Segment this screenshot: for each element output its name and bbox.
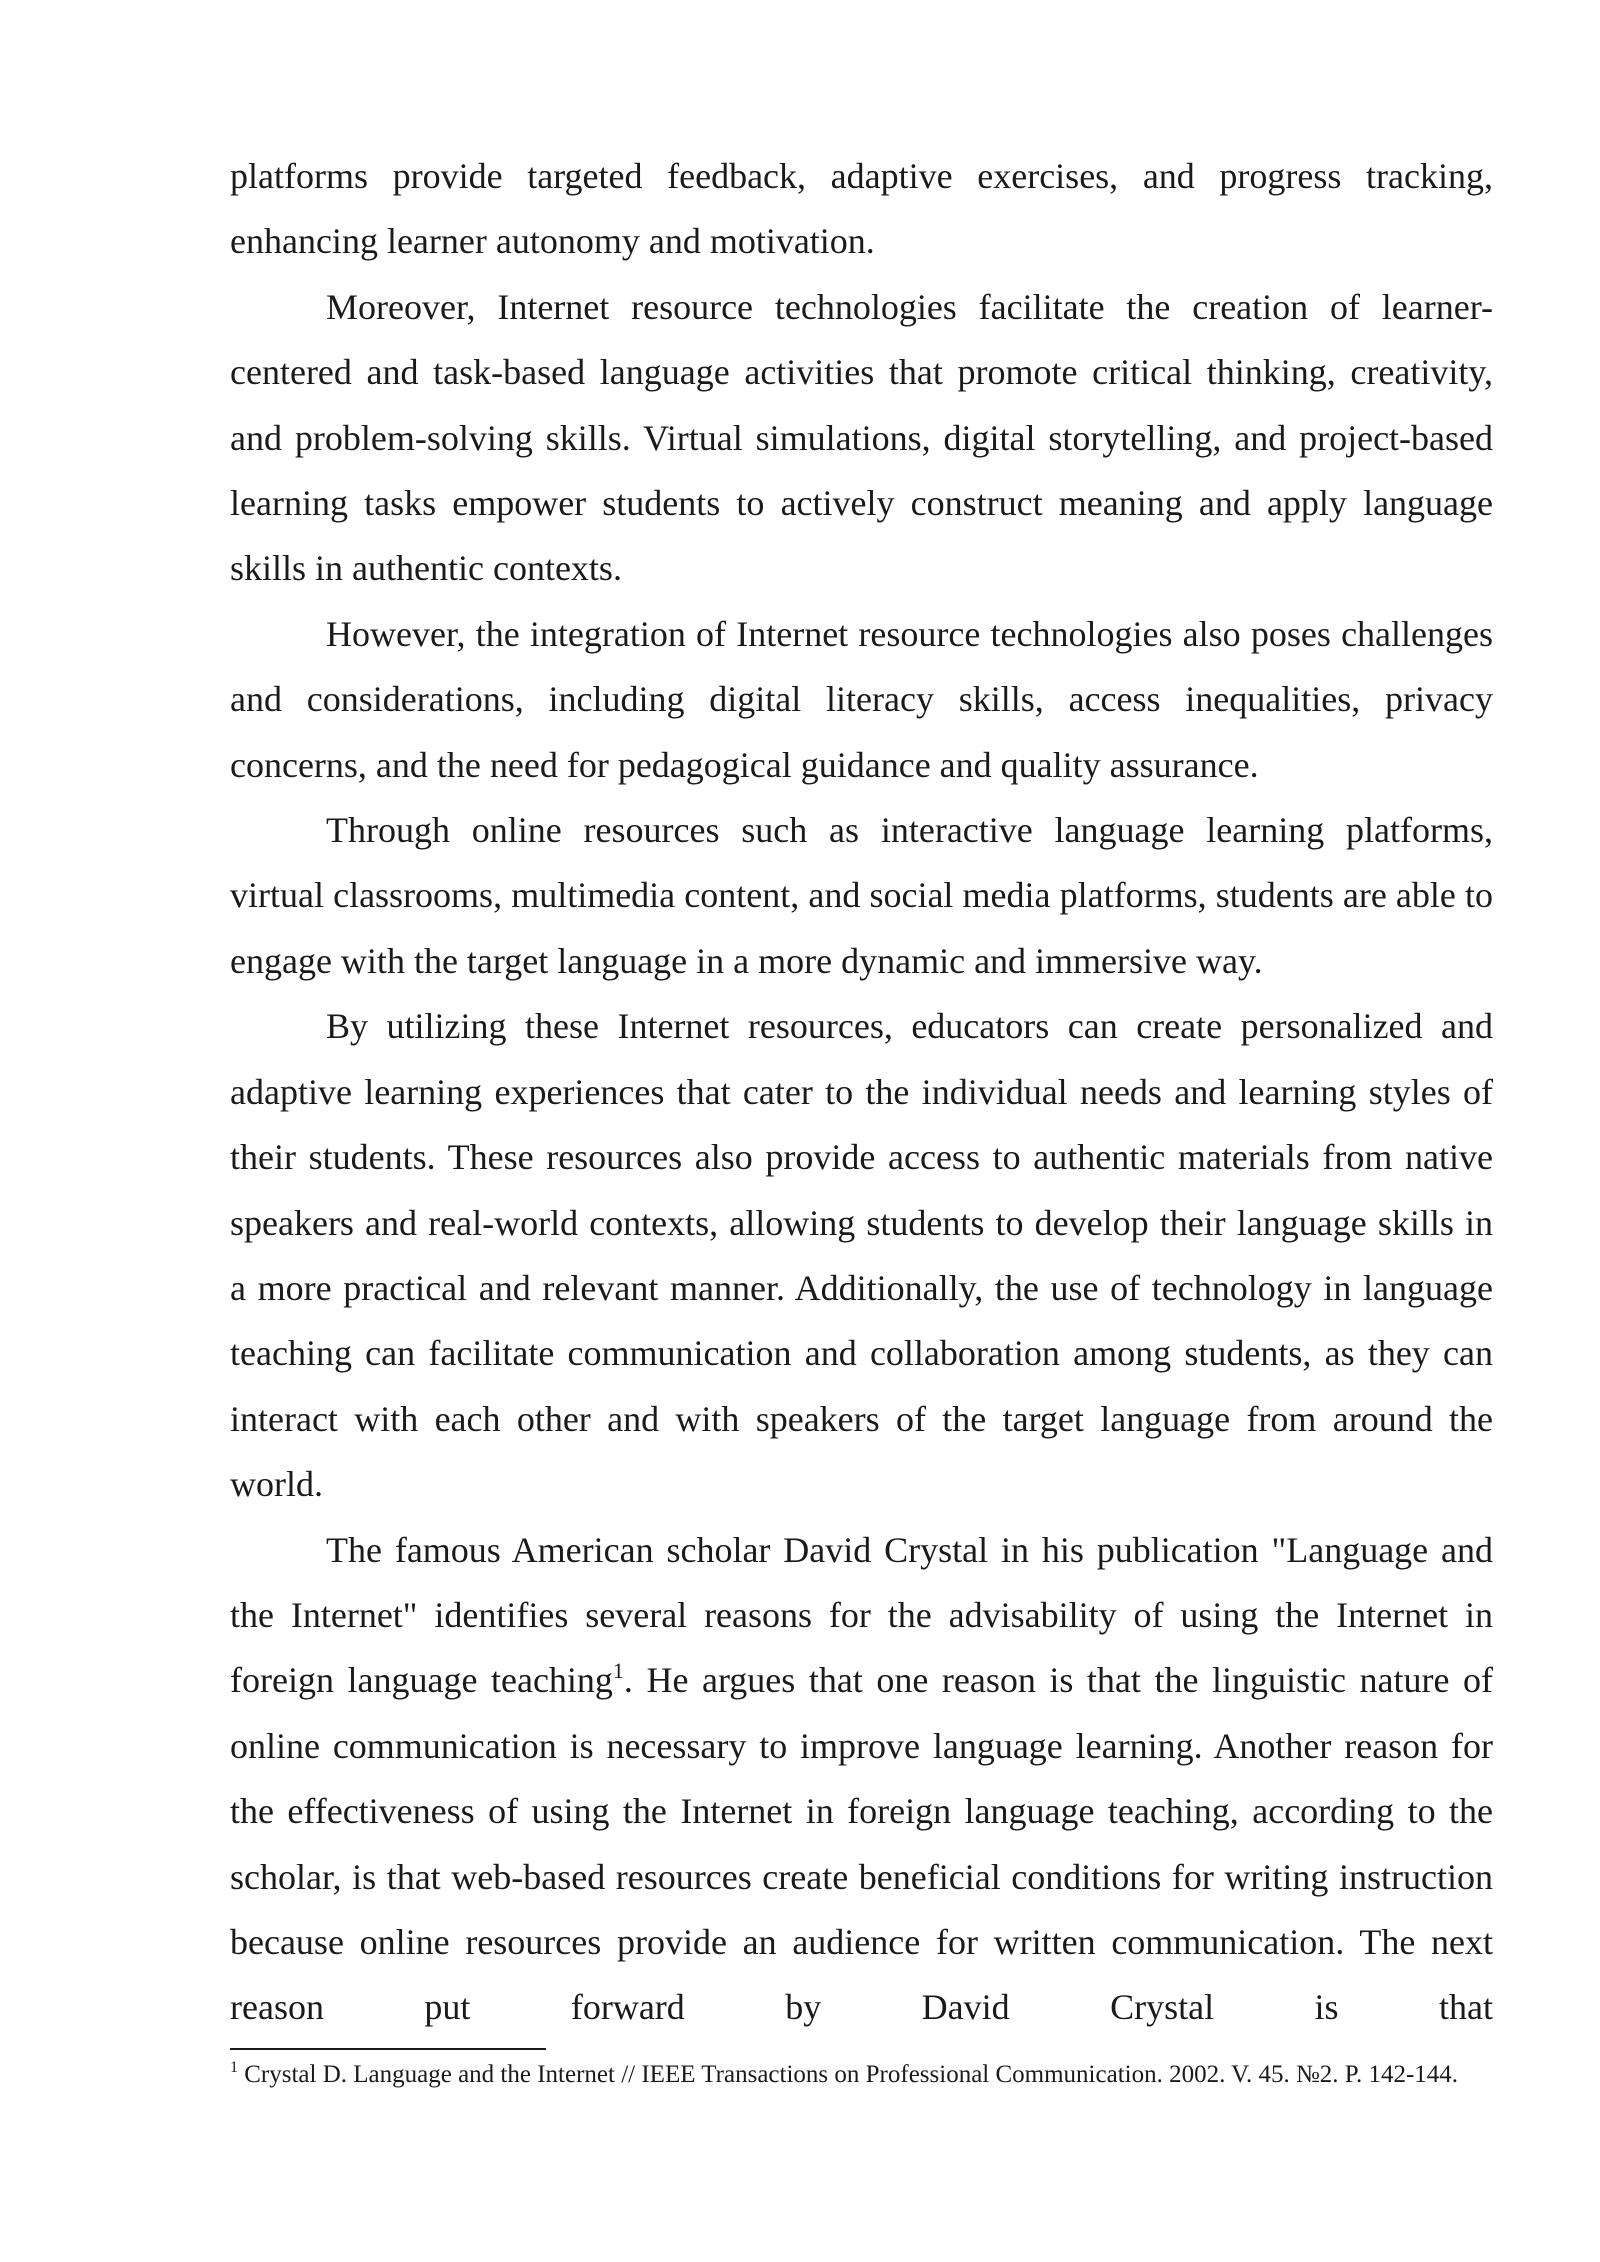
paragraph-6-text-after-ref: . He argues that one reason is that the linguistic nature of online communication is necessary to improve language learning. Another reason for the effectiveness of using the Internet in foreign language teaching, according to the scholar, is that web-based resources create beneficial conditions for writing instruction because online resources provide an audience for written communication. The next reason put forward by David Crystal is that <box>230 1660 1493 2028</box>
footnote-mark: 1 <box>230 2059 238 2076</box>
paragraph-6 <box>230 1518 1493 2041</box>
paragraph-5: By utilizing these Internet resources, educators can create personalized and adaptive learning experiences that cater to the individual needs and learning styles of their students. These resources also provide access to authentic materials from native speakers and real-world contexts, allowing students to develop their language skills in a more practical and relevant manner. Additionally, the use of technology in language teaching can facilitate communication and collaboration among students, as they can interact with each other and with speakers of the target language from around the world. <box>230 1006 1493 1505</box>
paragraph-2: Moreover, Internet resource technologies facilitate the creation of learner-centered and task-based language activities that promote critical thinking, creativity, and problem-solving skills. Virtual simulations, digital storytelling, and project-based learning tasks empower students to actively construct meaning and apply language skills in authentic contexts. <box>230 286 1493 589</box>
footnote-text: Crystal D. Language and the Internet // IEEE Transactions on Professional Communication. 2002. V. 45. №2. P. 142-144. <box>238 2061 1459 2088</box>
paragraph-1: platforms provide targeted feedback, adaptive exercises, and progress tracking, enhancing learner autonomy and motivation. <box>230 156 1493 262</box>
footnote-separator <box>230 2048 546 2050</box>
paragraph-4: Through online resources such as interactive language learning platforms, virtual classrooms, multimedia content, and social media platforms, students are able to engage with the target language in a more dynamic and immersive way. <box>230 810 1493 981</box>
body-text <box>230 144 1493 2041</box>
footnote <box>230 2058 1493 2091</box>
paragraph-6-text-before-ref: The famous American scholar David Crystal in his publication "Language and the Internet" identifies several reasons for the advisability of using the Internet in foreign language teaching <box>230 1529 1493 1701</box>
paragraph-3: However, the integration of Internet resource technologies also poses challenges and considerations, including digital literacy skills, access inequalities, privacy concerns, and the need for pedagogical guidance and quality assurance. <box>230 613 1493 785</box>
footnote-reference-mark[interactable]: 1 <box>612 1658 624 1684</box>
